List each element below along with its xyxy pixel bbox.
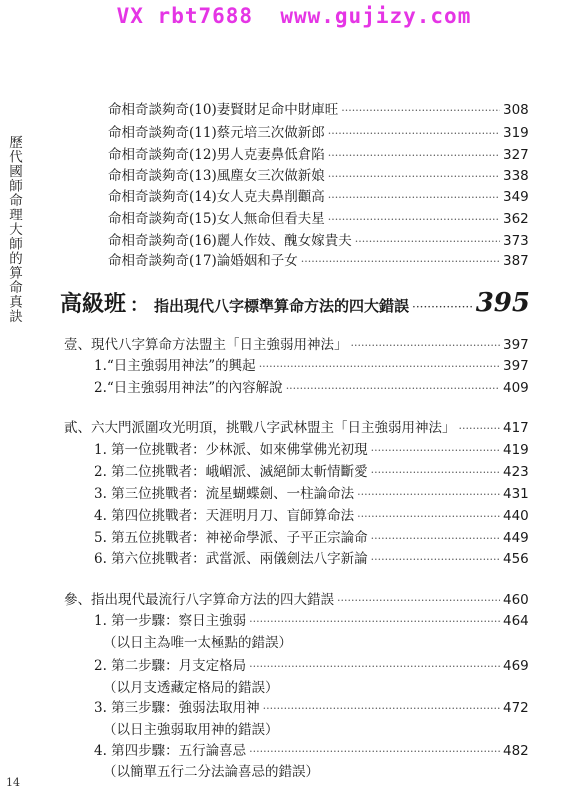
- toc-section-3[interactable]: [64, 588, 527, 608]
- leader-dots: [371, 464, 500, 480]
- item-title: 6. 第六位挑戰者：武當派、兩儀劍法八字新論: [94, 551, 368, 567]
- heading-label: 高級班: [60, 292, 127, 317]
- story-title: 論婚姻和子女: [216, 253, 298, 269]
- toc-section-1[interactable]: [64, 333, 527, 353]
- story-label: 命相奇談夠奇(17): [108, 253, 217, 269]
- leader-dots: [357, 508, 500, 524]
- story-label: 命相奇談夠奇(13): [108, 168, 217, 184]
- toc-entry-story-10[interactable]: [108, 98, 527, 118]
- item-title: 5. 第五位挑戰者：神祕命學派、子平正宗論命: [94, 530, 368, 546]
- story-page: 349: [503, 189, 529, 205]
- leader-dots: [328, 147, 500, 163]
- story-page: 387: [503, 253, 529, 269]
- story-title: 麗人作妓、醜女嫁貴夫: [216, 233, 352, 249]
- leader-dots: [249, 613, 500, 629]
- item-subtitle: （以日主為唯一太極點的錯誤）: [103, 635, 292, 651]
- toc-entry-story-13[interactable]: [108, 164, 527, 184]
- item-page: 440: [503, 508, 529, 524]
- section-title: 參、指出現代最流行八字算命方法的四大錯誤: [64, 592, 334, 608]
- section-page: 460: [503, 592, 529, 608]
- toc-section-2-item-6[interactable]: [94, 547, 527, 567]
- story-label: 命相奇談夠奇(11): [108, 125, 217, 141]
- item-subtitle: （以日主強弱取用神的錯誤）: [103, 722, 279, 738]
- item-title: 2. 第二位挑戰者：峨嵋派、滅絕師太斬情斷愛: [94, 464, 368, 480]
- item-title: 3. 第三位挑戰者：流星蝴蝶劍、一柱論命法: [94, 486, 355, 502]
- item-page: 419: [503, 442, 529, 458]
- toc-entry-story-11[interactable]: [108, 121, 527, 141]
- story-label: 命相奇談夠奇(12): [108, 147, 217, 163]
- item-page: 469: [503, 658, 529, 674]
- leader-dots: [355, 233, 500, 249]
- leader-dots: [301, 253, 500, 269]
- story-title: 男人克妻鼻低倉陷: [216, 147, 325, 163]
- item-title: 1. 第一步驟：察日主強弱: [94, 613, 247, 629]
- item-title: 3. 第三步驟：強弱法取用神: [94, 700, 260, 716]
- leader-dots: [371, 442, 500, 458]
- leader-dots: [263, 700, 500, 716]
- leader-dots: [328, 125, 500, 141]
- story-page: 308: [503, 102, 529, 118]
- story-label: 命相奇談夠奇(16): [108, 233, 217, 249]
- heading-colon: ：: [130, 295, 149, 316]
- heading-page: 395: [475, 288, 530, 318]
- story-page: 338: [503, 168, 529, 184]
- story-page: 327: [503, 147, 529, 163]
- story-page: 373: [503, 233, 529, 249]
- book-side-title: 歷代國師命理大師的算命真訣: [6, 135, 22, 324]
- item-page: 482: [503, 743, 529, 759]
- toc-section-2-item-5[interactable]: [94, 526, 527, 546]
- story-label: 命相奇談夠奇(10): [108, 102, 217, 118]
- page-number: 14: [6, 776, 20, 789]
- leader-dots: [328, 189, 500, 205]
- toc-section-2-item-2[interactable]: [94, 460, 527, 480]
- toc-section-1-item-1[interactable]: [94, 354, 527, 374]
- story-title: 女人無命但看夫星: [216, 211, 325, 227]
- toc-entry-story-16[interactable]: [108, 229, 527, 249]
- item-page: 423: [503, 464, 529, 480]
- toc-section-2[interactable]: [64, 416, 527, 436]
- toc-section-2-item-1[interactable]: [94, 438, 527, 458]
- story-title: 蔡元培三次做新郎: [216, 125, 325, 141]
- toc-section-3-item-1[interactable]: [94, 609, 527, 629]
- item-page: 456: [503, 551, 529, 567]
- leader-dots: [249, 658, 500, 674]
- leader-dots: [286, 380, 500, 396]
- leader-dots: [328, 168, 500, 184]
- section-page: 397: [503, 337, 529, 353]
- item-page: 431: [503, 486, 529, 502]
- item-title: 4. 第四步驟：五行論喜忌: [94, 743, 247, 759]
- item-subtitle: （以月支透藏定格局的錯誤）: [103, 680, 279, 696]
- leader-dots: [459, 420, 501, 436]
- story-page: 362: [503, 211, 529, 227]
- toc-entry-story-12[interactable]: [108, 143, 527, 163]
- section-page: 417: [503, 420, 529, 436]
- item-title: 1.“日主強弱用神法”的興起: [94, 358, 256, 374]
- story-title: 妻賢財足命中財庫旺: [216, 102, 339, 118]
- toc-entry-story-17[interactable]: [108, 249, 527, 269]
- heading-text: 指出現代八字標準算命方法的四大錯誤: [154, 297, 410, 315]
- toc-section-2-item-4[interactable]: [94, 504, 527, 524]
- leader-dots: [337, 592, 500, 608]
- leader-dots: [341, 102, 500, 118]
- toc-section-1-item-2[interactable]: [94, 376, 527, 396]
- section-title: 壹、現代八字算命方法盟主「日主強弱用神法」: [64, 337, 348, 353]
- item-page: 472: [503, 700, 529, 716]
- leader-dots: [371, 551, 500, 567]
- item-page: 464: [503, 613, 529, 629]
- leader-dots: [259, 358, 500, 374]
- toc-section-2-item-3[interactable]: [94, 482, 527, 502]
- leader-dots: [412, 296, 473, 315]
- leader-dots: [351, 337, 501, 353]
- item-title: 4. 第四位挑戰者：天涯明月刀、盲師算命法: [94, 508, 355, 524]
- leader-dots: [328, 211, 500, 227]
- item-title: 1. 第一位挑戰者：少林派、如來佛掌佛光初現: [94, 442, 368, 458]
- item-subtitle: （以簡單五行二分法論喜忌的錯誤）: [103, 764, 319, 780]
- item-page: 409: [503, 380, 529, 396]
- item-title: 2. 第二步驟：月支定格局: [94, 658, 247, 674]
- toc-section-3-item-4[interactable]: [94, 739, 527, 759]
- toc-entry-story-15[interactable]: [108, 207, 527, 227]
- watermark-text: VX rbt7688 www.gujizy.com: [116, 4, 472, 28]
- toc-heading-advanced-class[interactable]: [60, 287, 530, 321]
- item-page: 397: [503, 358, 529, 374]
- toc-entry-story-14[interactable]: [108, 185, 527, 205]
- leader-dots: [357, 486, 500, 502]
- item-title: 2.“日主強弱用神法”的內容解說: [94, 380, 283, 396]
- section-title: 貳、六大門派圍攻光明頂，挑戰八字武林盟主「日主強弱用神法」: [64, 420, 456, 436]
- story-title: 風塵女三次做新娘: [216, 168, 325, 184]
- story-page: 319: [503, 125, 529, 141]
- toc-section-3-item-2[interactable]: [94, 654, 527, 674]
- story-title: 女人克夫鼻削顴高: [216, 189, 325, 205]
- toc-section-3-item-3[interactable]: [94, 696, 527, 716]
- item-page: 449: [503, 530, 529, 546]
- story-label: 命相奇談夠奇(14): [108, 189, 217, 205]
- story-label: 命相奇談夠奇(15): [108, 211, 217, 227]
- leader-dots: [249, 743, 500, 759]
- leader-dots: [371, 530, 500, 546]
